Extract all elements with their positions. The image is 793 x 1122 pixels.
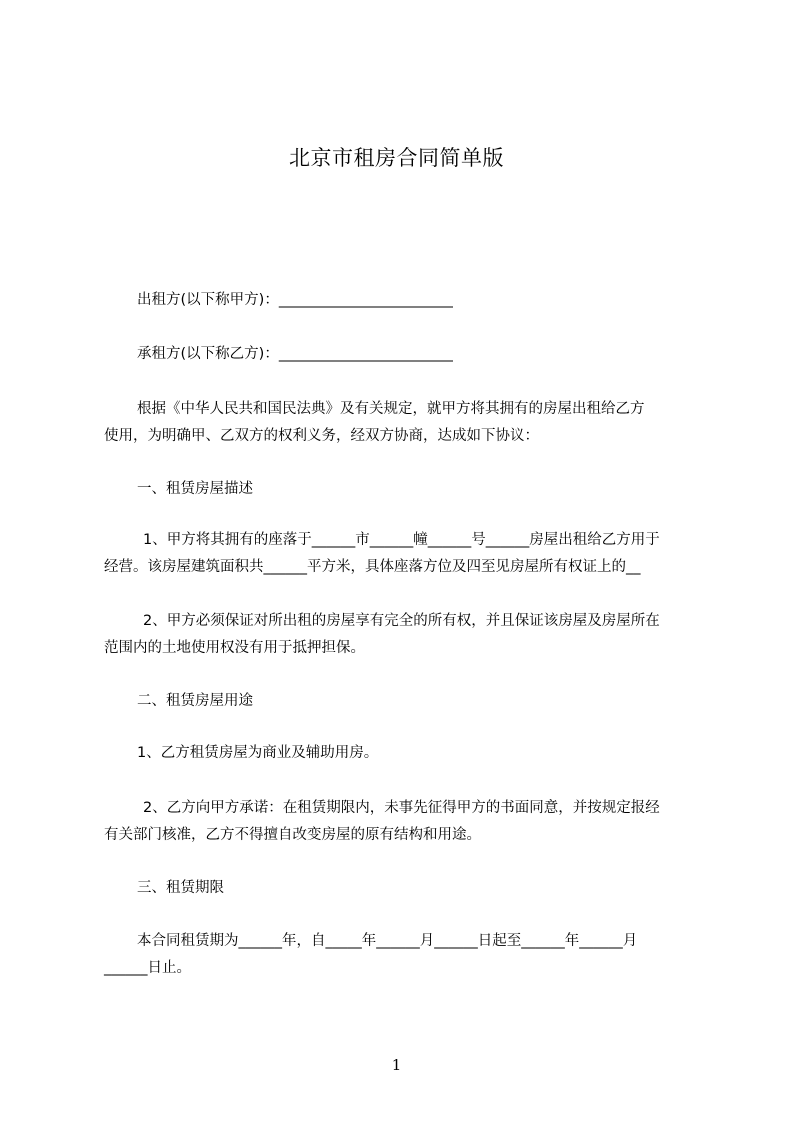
section1-item1-line-2: 经营。该房屋建筑面积共______平方米，具体座落方位及四至见房屋所有权证上的__ [104, 559, 641, 575]
section1-item2-line-2: 范围内的土地使用权没有用于抵押担保。 [104, 640, 365, 656]
page-number: 1 [391, 1056, 402, 1074]
section2-item1: 1、乙方租赁房屋为商业及辅助用房。 [137, 745, 379, 761]
document-title: 北京市租房合同简单版 [289, 146, 504, 170]
lessor-line: 出租方(以下称甲方)：________________________ [137, 292, 453, 308]
section2-heading: 二、租赁房屋用途 [137, 693, 253, 709]
section3-term-line-2: ______日止。 [104, 960, 191, 976]
section3-term-line-1: 本合同租赁期为______年，自_____年______月______日起至______年______月 [137, 933, 638, 949]
preamble-line-1: 根据《中华人民共和国民法典》及有关规定，就甲方将其拥有的房屋出租给乙方 [137, 401, 645, 417]
preamble-line-2: 使用，为明确甲、乙双方的权利义务，经双方协商，达成如下协议： [104, 428, 539, 444]
section1-heading: 一、租赁房屋描述 [137, 481, 253, 497]
lessee-line: 承租方(以下称乙方)：________________________ [137, 346, 453, 362]
section1-item2-line-1: 2、甲方必须保证对所出租的房屋享有完全的所有权，并且保证该房屋及房屋所在 [143, 613, 660, 629]
section2-item2-line-2: 有关部门核准，乙方不得擅自改变房屋的原有结构和用途。 [104, 827, 481, 843]
section2-item2-line-1: 2、乙方向甲方承诺：在租赁期限内，未事先征得甲方的书面同意，并按规定报经 [143, 800, 660, 816]
section1-item1-line-1: 1、甲方将其拥有的座落于______市______幢______号______房屋出租给乙方用于 [143, 532, 660, 548]
section3-heading: 三、租赁期限 [137, 880, 224, 896]
